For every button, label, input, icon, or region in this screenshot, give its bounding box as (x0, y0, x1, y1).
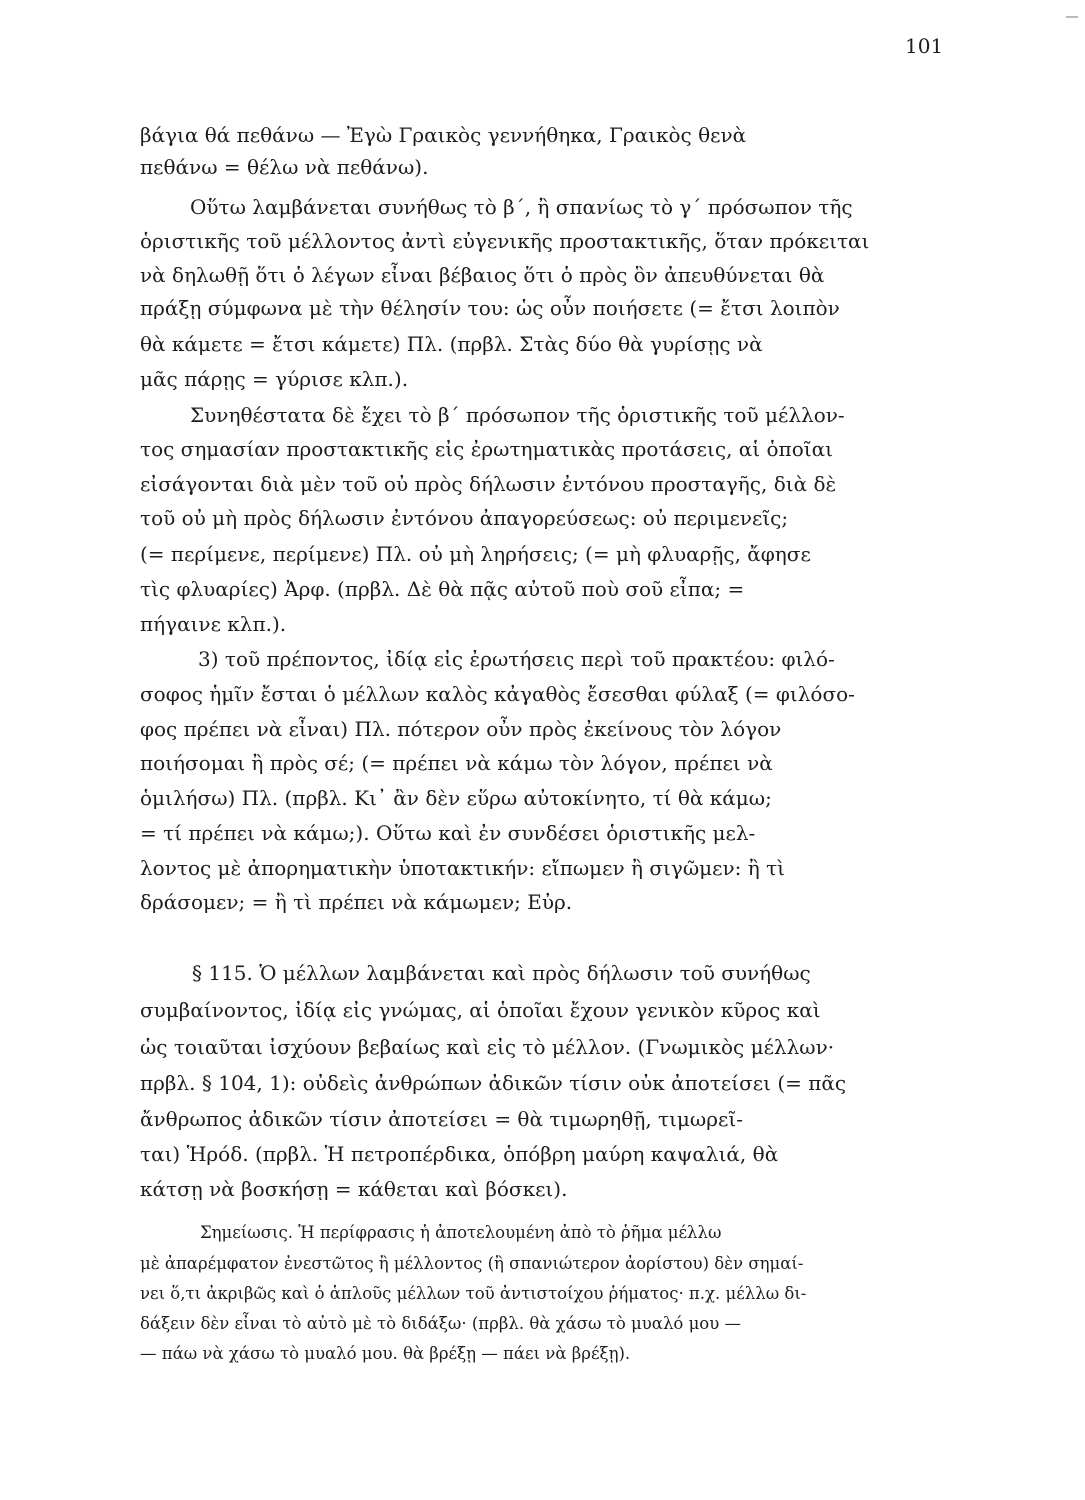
note-line: μὲ ἀπαρέμφατον ἐνεστῶτος ἢ μέλλοντος (ἢ σπανιώτερον ἀορίστου) δὲν σημαί- (140, 1254, 804, 1273)
text-line: ὁριστικῆς τοῦ μέλλοντος ἀντὶ εὐγενικῆς προστακτικῆς, ὅταν πρόκειται (140, 229, 870, 253)
text-line: πράξῃ σύμφωνα μὲ τὴν θέλησίν του: ὡς οὖν ποιήσετε (= ἔτσι λοιπὸν (140, 296, 840, 320)
text-line: συμβαίνοντος, ἰδίᾳ εἰς γνώμας, αἱ ὁποῖαι ἔχουν γενικὸν κῦρος καὶ (140, 998, 821, 1022)
text-line: = τί πρέπει νὰ κάμω;). Οὕτω καὶ ἐν συνδέσει ὁριστικῆς μελ- (140, 821, 756, 845)
note-line: δάξειν δὲν εἶναι τὸ αὐτὸ μὲ τὸ διδάξω· (πρβλ. θὰ χάσω τὸ μυαλό μου — (140, 1314, 742, 1333)
text-line: Συνηθέστατα δὲ ἔχει τὸ β΄ πρόσωπον τῆς ὁριστικῆς τοῦ μέλλον- (190, 403, 845, 427)
text-line: νὰ δηλωθῇ ὅτι ὁ λέγων εἶναι βέβαιος ὅτι ὁ πρὸς ὃν ἀπευθύνεται θὰ (140, 263, 825, 287)
text-line: πεθάνω = θέλω νὰ πεθάνω). (140, 155, 429, 179)
text-line: ὁμιλήσω) Πλ. (πρβλ. Κι᾽ ἂν δὲν εὕρω αὐτοκίνητο, τί θὰ κάμω; (140, 786, 772, 810)
text-line: δράσομεν; = ἢ τὶ πρέπει νὰ κάμωμεν; Εὐρ. (140, 890, 573, 914)
text-line: (= περίμενε, περίμενε) Πλ. οὐ μὴ ληρήσεις; (= μὴ φλυαρῇς, ἄφησε (140, 542, 811, 566)
text-line: φος πρέπει νὰ εἶναι) Πλ. πότερον οὖν πρὸς ἐκείνους τὸν λόγον (140, 717, 782, 741)
note-line: Σημείωσις. Ἡ περίφρασις ἡ ἀποτελουμένη ἀπὸ τὸ ῥῆμα μέλλω (200, 1223, 722, 1242)
page-number: 101 (905, 34, 944, 58)
text-line: σοφος ἡμῖν ἔσται ὁ μέλλων καλὸς κἀγαθὸς ἔσεσθαι φύλαξ (= φιλόσο- (140, 682, 855, 706)
text-line: κάτσῃ νὰ βοσκήσῃ = κάθεται καὶ βόσκει). (140, 1177, 568, 1201)
text-line: ἄνθρωπος ἀδικῶν τίσιν ἀποτείσει = θὰ τιμωρηθῇ, τιμωρεῖ- (140, 1107, 743, 1131)
note-line: νει ὅ,τι ἀκριβῶς καὶ ὁ ἁπλοῦς μέλλων τοῦ ἀντιστοίχου ῥήματος· π.χ. μέλλω δι- (140, 1284, 807, 1303)
text-line: τὶς φλυαρίες) Ἀρφ. (πρβλ. Δὲ θὰ πᾷς αὐτοῦ ποὺ σοῦ εἶπα; = (140, 577, 745, 601)
text-line: βάγια θά πεθάνω — Ἐγὼ Γραικὸς γεννήθηκα, Γραικὸς θενὰ (140, 123, 747, 147)
text-line: εἰσάγονται διὰ μὲν τοῦ οὐ πρὸς δήλωσιν ἐντόνου προσταγῆς, διὰ δὲ (140, 472, 837, 496)
scan-edge-mark (1066, 16, 1078, 18)
text-line: τος σημασίαν προστακτικῆς εἰς ἐρωτηματικὰς προτάσεις, αἱ ὁποῖαι (140, 437, 833, 461)
text-line: ὡς τοιαῦται ἰσχύουν βεβαίως καὶ εἰς τὸ μέλλον. (Γνωμικὸς μέλλων· (140, 1035, 835, 1059)
text-line: θὰ κάμετε = ἔτσι κάμετε) Πλ. (πρβλ. Στὰς δύο θὰ γυρίσῃς νὰ (140, 332, 763, 356)
text-line: Οὕτω λαμβάνεται συνήθως τὸ β΄, ἢ σπανίως τὸ γ΄ πρόσωπον τῆς (190, 195, 853, 219)
note-line: — πάω νὰ χάσω τὸ μυαλό μου. θὰ βρέξῃ — πάει νὰ βρέξῃ). (140, 1344, 631, 1363)
text-line: μᾶς πάρῃς = γύρισε κλπ.). (140, 367, 409, 391)
text-line: λοντος μὲ ἀπορηματικὴν ὑποτακτικήν: εἴπωμεν ἢ σιγῶμεν: ἢ τὶ (140, 856, 786, 880)
text-line: 3) τοῦ πρέποντος, ἰδίᾳ εἰς ἐρωτήσεις περὶ τοῦ πρακτέου: φιλό- (198, 647, 835, 671)
text-line: πρβλ. § 104, 1): οὐδεὶς ἀνθρώπων ἀδικῶν τίσιν οὐκ ἀποτείσει (= πᾶς (140, 1071, 847, 1095)
section-heading-line: § 115. Ὁ μέλλων λαμβάνεται καὶ πρὸς δήλωσιν τοῦ συνήθως (192, 961, 811, 985)
text-line: ται) Ἡρόδ. (πρβλ. Ἡ πετροπέρδικα, ὁπόβρη μαύρη καψαλιά, θὰ (140, 1142, 779, 1166)
text-line: ποιήσομαι ἢ πρὸς σέ; (= πρέπει νὰ κάμω τὸν λόγον, πρέπει νὰ (140, 751, 773, 775)
text-line: τοῦ οὐ μὴ πρὸς δήλωσιν ἐντόνου ἀπαγορεύσεως: οὐ περιμενεῖς; (140, 506, 789, 530)
text-line: πήγαινε κλπ.). (140, 612, 287, 636)
